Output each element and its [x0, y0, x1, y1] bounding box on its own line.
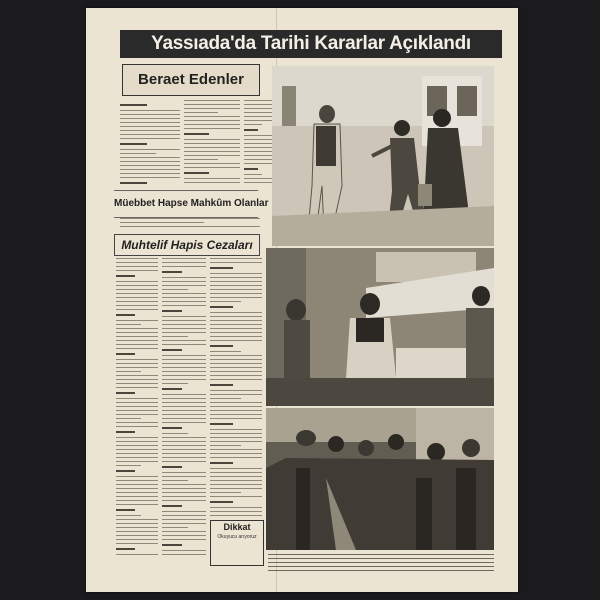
text-line [162, 457, 206, 458]
text-line [120, 126, 180, 127]
subheading-line [116, 431, 135, 433]
text-line [116, 305, 158, 306]
text-line [210, 476, 262, 477]
text-line [162, 289, 188, 290]
text-line [116, 496, 158, 497]
text-line [162, 336, 188, 337]
text-line [116, 348, 158, 349]
text-line [162, 500, 206, 501]
text-column-8 [210, 258, 262, 516]
text-line [116, 484, 158, 485]
text-line [116, 344, 158, 345]
text-line [162, 472, 206, 473]
text-line [120, 222, 204, 223]
text-line [162, 375, 206, 376]
text-line [162, 527, 188, 528]
notice-title: Dikkat [223, 522, 251, 532]
text-line [162, 445, 206, 446]
text-line [116, 519, 158, 520]
text-line [162, 422, 206, 423]
text-line [210, 492, 241, 493]
text-line [116, 324, 141, 325]
text-line [184, 112, 218, 113]
caption-line [268, 554, 494, 555]
text-column-2 [184, 100, 240, 186]
text-line [162, 363, 206, 364]
subheading-line [162, 388, 182, 390]
text-line [162, 554, 206, 555]
text-line [210, 398, 241, 399]
text-line [116, 476, 158, 477]
text-line [120, 138, 180, 139]
text-line [120, 110, 180, 111]
text-line [116, 488, 158, 489]
text-line [162, 496, 206, 497]
text-line [162, 484, 206, 485]
text-line [162, 476, 206, 477]
text-line [162, 535, 206, 536]
text-line [162, 371, 206, 372]
text-line [116, 480, 158, 481]
photo-crowd-street [266, 408, 494, 550]
text-line [116, 289, 158, 290]
caption-line [268, 566, 494, 567]
text-line [116, 285, 158, 286]
text-line [116, 504, 158, 505]
text-line [120, 177, 180, 178]
text-line [116, 375, 158, 376]
text-line [116, 531, 158, 532]
photo-caption [268, 554, 494, 576]
text-line [210, 402, 262, 403]
text-line [120, 118, 180, 119]
subheading-line [162, 349, 182, 351]
subheading-line [116, 353, 135, 355]
subheading-line [120, 182, 147, 184]
text-line [162, 293, 206, 294]
subheading-line [184, 172, 209, 174]
text-column-1 [120, 100, 180, 186]
subheading-line [162, 466, 182, 468]
photo-soldiers-walking [272, 66, 494, 246]
subheading-line [162, 427, 182, 429]
text-line [162, 523, 206, 524]
text-line [210, 371, 262, 372]
text-line [116, 449, 158, 450]
text-line [162, 433, 188, 434]
text-line [210, 453, 262, 454]
text-line [116, 258, 158, 259]
text-line [116, 332, 158, 333]
text-line [162, 402, 206, 403]
text-line [116, 262, 158, 263]
subheading-line [116, 392, 135, 394]
text-line [210, 312, 262, 313]
text-line [162, 324, 206, 325]
text-line [162, 492, 206, 493]
notice-box [210, 520, 264, 566]
subheading-line [116, 314, 135, 316]
subheading-line [184, 133, 209, 135]
text-line [210, 332, 262, 333]
text-line [162, 418, 206, 419]
text-line [210, 363, 262, 364]
text-line [116, 457, 158, 458]
text-line [162, 515, 206, 516]
text-line [120, 218, 260, 219]
text-line [210, 449, 262, 450]
text-line [116, 418, 141, 419]
text-line [116, 453, 158, 454]
text-line [244, 124, 262, 125]
text-line [184, 182, 240, 183]
text-line [162, 281, 206, 282]
text-line [116, 422, 158, 423]
text-line [210, 414, 262, 415]
subheading-line [210, 462, 233, 464]
text-line [162, 359, 206, 360]
text-line [184, 104, 240, 105]
text-line [210, 433, 262, 434]
text-line [210, 410, 262, 411]
text-line [210, 320, 262, 321]
text-line [116, 293, 158, 294]
text-line [116, 340, 158, 341]
text-line [210, 281, 262, 282]
text-line [162, 519, 206, 520]
subheading-line [116, 275, 135, 277]
subheading-line [210, 345, 233, 347]
text-line [210, 379, 262, 380]
text-line [210, 488, 262, 489]
text-line [116, 554, 158, 555]
text-line [162, 406, 206, 407]
text-line [116, 328, 158, 329]
text-line [184, 178, 240, 179]
text-line [162, 328, 206, 329]
text-line [162, 367, 206, 368]
text-line [162, 394, 206, 395]
text-line [244, 112, 274, 113]
text-line [162, 531, 206, 532]
text-line [210, 375, 262, 376]
text-line [162, 488, 206, 489]
text-line [116, 297, 158, 298]
text-line [210, 429, 262, 430]
text-line [162, 414, 206, 415]
text-line [120, 226, 260, 227]
text-line [210, 351, 241, 352]
text-line [210, 457, 262, 458]
text-line [116, 281, 158, 282]
text-line [244, 116, 274, 117]
text-line [210, 277, 262, 278]
text-line [210, 273, 262, 274]
text-line [116, 363, 158, 364]
section-heading-beraet: Beraet Edenler [122, 64, 260, 96]
text-line [184, 167, 240, 168]
text-line [120, 114, 180, 115]
text-line [244, 139, 274, 140]
text-line [210, 511, 262, 512]
text-line [244, 159, 274, 160]
text-line [210, 441, 262, 442]
subheading-line [210, 384, 233, 386]
text-line [162, 277, 206, 278]
text-line [210, 324, 262, 325]
text-line [184, 147, 240, 148]
text-line [210, 507, 262, 508]
text-line [162, 301, 206, 302]
text-line [210, 496, 262, 497]
text-line [210, 445, 241, 446]
subheading-line [116, 509, 135, 511]
text-line [162, 320, 206, 321]
text-line [120, 165, 180, 166]
text-line [210, 480, 262, 481]
subheading-line [162, 544, 182, 546]
text-line [116, 383, 158, 384]
subheading-line [244, 129, 258, 131]
text-line [210, 468, 262, 469]
section-heading-muebbet: Müebbet Hapse Mahkûm Olanlar [114, 190, 258, 218]
text-line [210, 336, 262, 337]
text-line [116, 441, 158, 442]
text-line [162, 332, 206, 333]
text-line [184, 163, 240, 164]
text-line [116, 266, 158, 267]
text-line [184, 120, 240, 121]
text-line [120, 169, 180, 170]
text-line [162, 379, 206, 380]
text-line [210, 359, 262, 360]
text-line [116, 426, 158, 427]
text-line [120, 173, 180, 174]
text-line [162, 398, 206, 399]
text-line [116, 500, 158, 501]
text-line [184, 155, 240, 156]
text-line [244, 143, 274, 144]
text-line [184, 116, 240, 117]
text-line [120, 149, 180, 150]
text-line [210, 394, 262, 395]
text-line [210, 328, 262, 329]
text-line [162, 305, 206, 306]
text-line [244, 178, 274, 179]
text-line [162, 344, 206, 345]
text-line [162, 383, 188, 384]
text-line [210, 297, 262, 298]
subheading-line [162, 271, 182, 273]
text-line [210, 406, 262, 407]
text-line [116, 523, 158, 524]
text-line [162, 480, 188, 481]
subheading-line [116, 470, 135, 472]
text-line [184, 100, 240, 101]
text-line [210, 390, 262, 391]
text-line [210, 355, 262, 356]
text-line [162, 437, 206, 438]
text-line [244, 104, 274, 105]
caption-line [268, 558, 494, 559]
text-line [184, 159, 218, 160]
subheading-line [210, 501, 233, 503]
text-line [116, 402, 158, 403]
text-line [184, 151, 240, 152]
text-line [162, 410, 206, 411]
text-line [116, 367, 158, 368]
text-line [120, 157, 180, 158]
text-line [116, 270, 158, 271]
subheading-line [116, 548, 135, 550]
text-line [162, 266, 206, 267]
text-line [116, 535, 158, 536]
text-line [244, 151, 274, 152]
text-line [162, 262, 206, 263]
text-line [116, 445, 158, 446]
text-line [116, 336, 158, 337]
text-line [116, 309, 158, 310]
text-line [116, 543, 158, 544]
text-line [210, 437, 262, 438]
text-line [162, 340, 206, 341]
text-line [184, 139, 240, 140]
text-line [210, 418, 262, 419]
text-line [210, 258, 262, 259]
text-line [184, 124, 240, 125]
text-column-5 [120, 218, 260, 232]
text-line [244, 100, 274, 101]
text-line [162, 550, 206, 551]
text-line [244, 155, 274, 156]
subheading-line [210, 423, 233, 425]
text-line [244, 120, 274, 121]
text-line [210, 293, 262, 294]
text-line [210, 262, 262, 263]
text-line [162, 355, 206, 356]
text-line [116, 320, 158, 321]
photo-crowd-tents [266, 248, 494, 406]
text-line [120, 161, 180, 162]
subheading-line [162, 310, 182, 312]
newspaper-page [86, 8, 518, 592]
text-line [210, 472, 262, 473]
text-line [116, 371, 141, 372]
caption-line [268, 562, 494, 563]
text-line [162, 449, 206, 450]
text-line [116, 410, 158, 411]
text-line [184, 128, 240, 129]
text-line [120, 122, 180, 123]
text-line [162, 441, 206, 442]
text-line [162, 539, 206, 540]
text-line [210, 484, 262, 485]
text-line [162, 285, 206, 286]
text-line [162, 453, 206, 454]
text-line [162, 316, 206, 317]
text-line [244, 174, 262, 175]
text-line [116, 414, 158, 415]
text-line [244, 163, 274, 164]
subheading-line [244, 168, 258, 170]
text-line [210, 301, 241, 302]
text-line [116, 492, 158, 493]
banner-headline: Yassıada'da Tarihi Kararlar Açıklandı [120, 30, 502, 58]
subheading-line [210, 306, 233, 308]
text-line [162, 461, 206, 462]
text-line [120, 130, 180, 131]
text-line [184, 143, 240, 144]
text-line [116, 539, 158, 540]
text-line [210, 285, 262, 286]
text-line [116, 437, 158, 438]
text-line [210, 316, 262, 317]
caption-line [268, 570, 494, 571]
text-line [116, 398, 158, 399]
text-line [210, 289, 262, 290]
notice-subtitle: Okuyucu arıyoruz [217, 534, 257, 540]
text-line [244, 147, 274, 148]
text-line [210, 367, 262, 368]
text-line [120, 134, 180, 135]
text-column-3 [244, 100, 274, 186]
text-line [116, 527, 158, 528]
text-line [244, 108, 274, 109]
text-column-6 [116, 258, 158, 558]
text-line [210, 515, 262, 516]
text-line [184, 108, 240, 109]
text-line [162, 511, 206, 512]
text-line [116, 406, 158, 407]
text-line [210, 340, 262, 341]
text-line [116, 461, 158, 462]
text-line [116, 301, 158, 302]
text-column-7 [162, 258, 206, 558]
text-line [162, 297, 206, 298]
text-line [116, 379, 158, 380]
text-line [244, 182, 274, 183]
subheading-line [120, 143, 147, 145]
text-line [116, 465, 141, 466]
text-line [116, 515, 141, 516]
text-line [116, 387, 158, 388]
subheading-line [120, 104, 147, 106]
text-line [244, 135, 274, 136]
section-heading-muhtelif: Muhtelif Hapis Cezaları [114, 234, 260, 256]
subheading-line [162, 505, 182, 507]
text-line [120, 153, 156, 154]
text-line [162, 258, 206, 259]
subheading-line [210, 267, 233, 269]
text-line [116, 359, 158, 360]
